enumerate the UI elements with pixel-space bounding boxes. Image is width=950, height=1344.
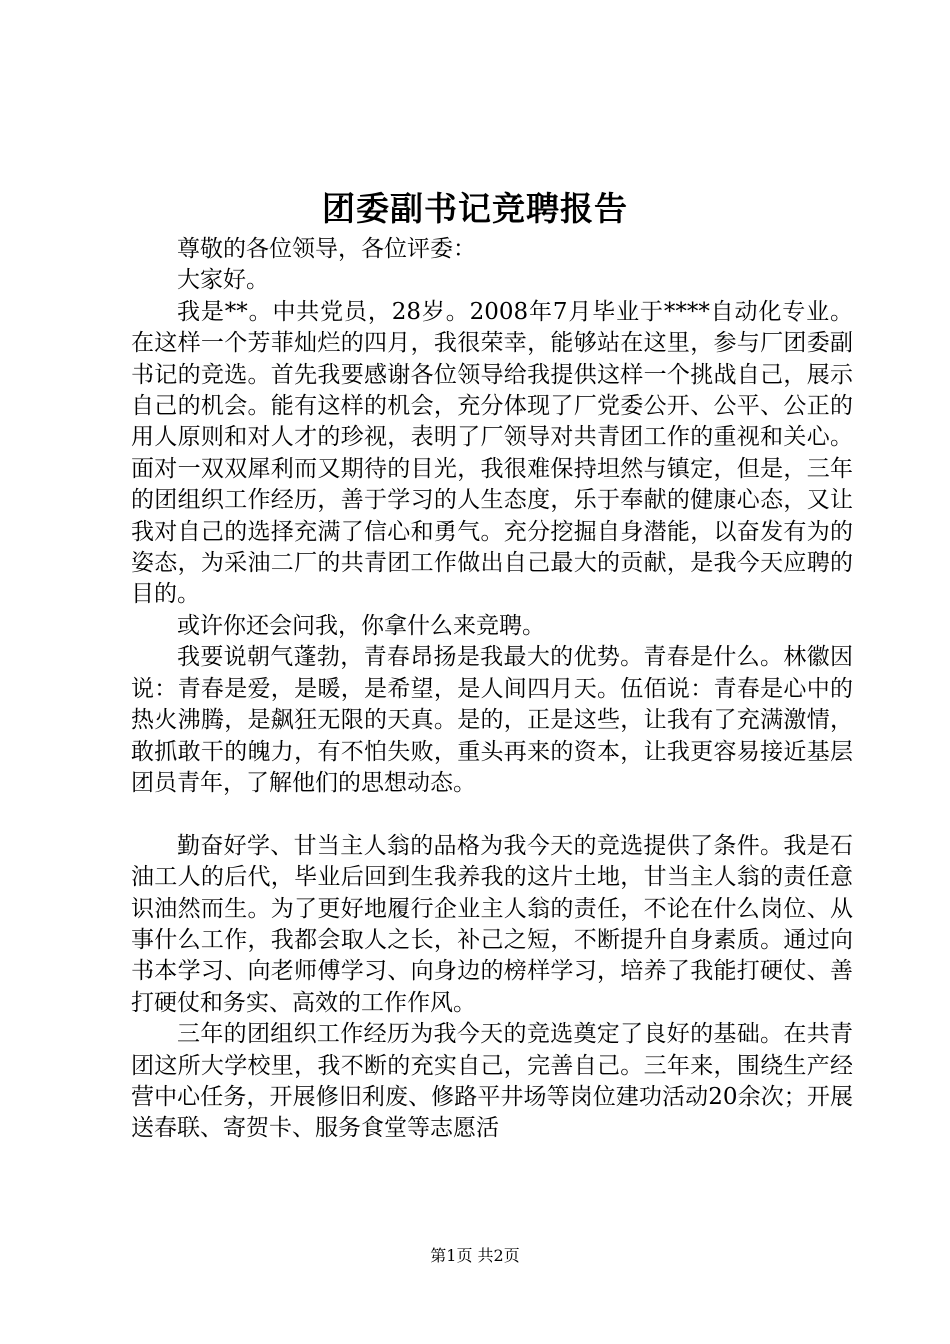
document-title: 团委副书记竞聘报告 [322,189,628,228]
paragraph-salutation: 尊敬的各位领导，各位评委： [177,236,476,262]
paragraph-experience: 三年的团组织工作经历为我今天的竞选奠定了良好的基础。在共青团这所大学校里，我不断的充实自己，完善自己。三年来，围绕生产经营中心任务，开展修旧利废、修路平井场等岗位建功活动20余次；开展送春联、寄贺卡、服务食堂等志愿活 [131,1021,853,1142]
paragraph-youth: 我要说朝气蓬勃，青春昂扬是我最大的优势。青春是什么。林徽因说：青春是爱，是暖，是希望，是人间四月天。伍佰说：青春是心中的热火沸腾，是飙狂无限的天真。是的，正是这些，让我有了充满激情，敢抓敢干的魄力，有不怕失败，重头再来的资本，让我更容易接近基层团员青年，了解他们的思想动态。 [131,644,853,796]
page-number-footer: 第1页 共2页 [430,1246,520,1265]
paragraph-question: 或许你还会问我，你拿什么来竞聘。 [177,612,545,639]
paragraph-greeting: 大家好。 [177,267,269,294]
document-body [131,234,853,1145]
paragraph-diligence: 勤奋好学、甘当主人翁的品格为我今天的竞选提供了条件。我是石油工人的后代，毕业后回到生我养我的这片土地，甘当主人翁的责任意识油然而生。为了更好地履行企业主人翁的责任，不论在什么岗位、从事什么工作，我都会取人之长，补己之短，不断提升自身素质。通过向书本学习、向老师傅学习、向身边的榜样学习，培养了我能打硬仗、善打硬仗和务实、高效的工作作风。 [131,832,853,1016]
paragraph-introduction: 我是**。中共党员，28岁。2008年7月毕业于****自动化专业。在这样一个芳菲灿烂的四月，我很荣幸，能够站在这里，参与厂团委副书记的竞选。首先我要感谢各位领导给我提供这样一个挑战自己，展示自己的机会。能有这样的机会，充分体现了厂党委公开、公平、公正的用人原则和对人才的珍视，表明了厂领导对共青团工作的重视和关心。面对一双双犀利而又期待的目光，我很难保持坦然与镇定，但是，三年的团组织工作经历，善于学习的人生态度，乐于奉献的健康心态，又让我对自己的选择充满了信心和勇气。充分挖掘自身潜能，以奋发有为的姿态，为采油二厂的共青团工作做出自己最大的贡献，是我今天应聘的目的。 [131,298,853,608]
